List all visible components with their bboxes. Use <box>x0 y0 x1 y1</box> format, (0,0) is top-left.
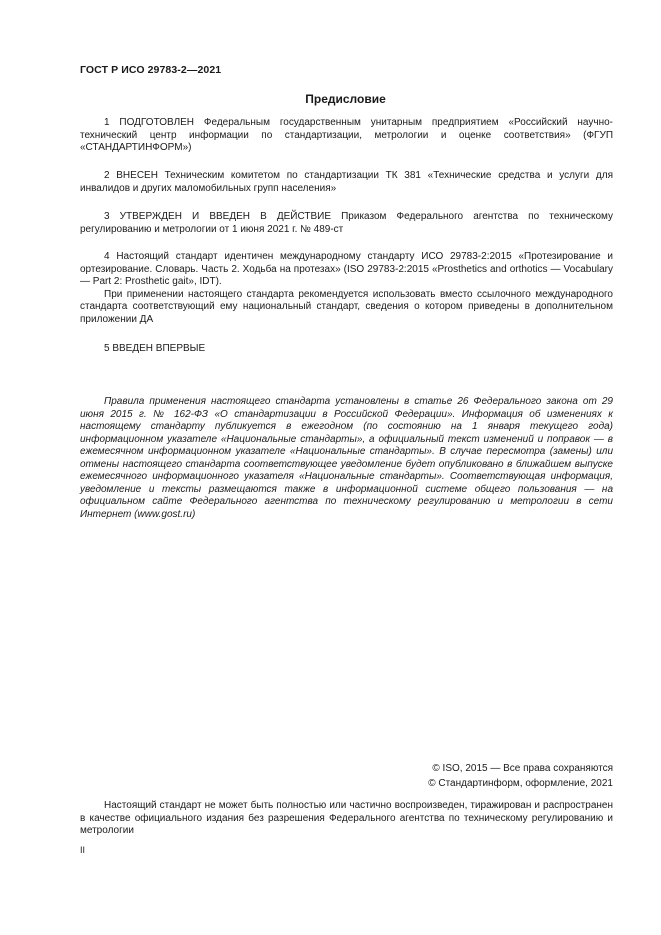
notice-text: Правила применения настоящего стандарта установлены в статье 26 Федерального закона от 29 июня 2015 г. № 162-ФЗ «О стандартизации в Российской Федерации». Информация об изменениях к настоящему стандарту публикуется в ежегодном (по состоянию на 1 января текущего года) информационном указателе «Национальные стандарты», а официальный текст изменений и поправок — в ежемесячном информационном указателе «Национальные стандарты». В случае пересмотра (замены) или отмены настоящего стандарта соответствующее уведомление будет опубликовано в ближайшем выпуске ежемесячного информационного указателя «Национальные стандарты». Соответствующая информация, уведомление и тексты размещаются также в информационной системе общего пользования — на официальном сайте Федерального агентства по техническому регулированию и метрологии в сети Интернет (www.gost.ru) <box>80 396 613 520</box>
standard-code: ГОСТ Р ИСО 29783-2—2021 <box>80 64 222 76</box>
paragraph-first-introduced <box>80 343 613 356</box>
paragraph-text: При применении настоящего стандарта рекомендуется использовать вместо ссылочного международного стандарта соответствующий ему национальный стандарт, сведения о котором приведены в дополнительном приложении ДА <box>80 288 613 325</box>
copyright-iso: © ISO, 2015 — Все права сохраняются <box>432 763 613 774</box>
reproduction-text: Настоящий стандарт не может быть полностью или частично воспроизведен, тиражирован и распространен в качестве официального издания без разрешения Федерального агентства по техническому регулированию и метрологии <box>80 800 613 836</box>
paragraph-introduced <box>80 170 613 195</box>
paragraph-text: 1 ПОДГОТОВЛЕН Федеральным государственным унитарным предприятием «Российский научно-технический центр информации по стандартизации, метрологии и оценке соответствия» (ФГУП «СТАНДАРТИНФОРМ») <box>80 117 613 153</box>
copyright-publisher: © Стандартинформ, оформление, 2021 <box>428 778 613 789</box>
copyright-block <box>428 761 613 791</box>
paragraph-identical <box>80 251 613 326</box>
paragraph-prepared <box>80 117 613 155</box>
paragraph-approved <box>80 211 613 236</box>
page-number: II <box>80 845 86 855</box>
paragraph-text: 5 ВВЕДЕН ВПЕРВЫЕ <box>104 343 206 354</box>
reproduction-notice <box>80 800 613 838</box>
paragraph-text: 2 ВНЕСЕН Техническим комитетом по стандартизации ТК 381 «Технические средства и услуги для инвалидов и других маломобильных групп населения» <box>80 170 613 194</box>
paragraph-text: 3 УТВЕРЖДЕН И ВВЕДЕН В ДЕЙСТВИЕ Приказом Федерального агентства по техническому регулированию и метрологии от 1 июня 2021 г. № 489-ст <box>80 211 613 235</box>
paragraph-text: 4 Настоящий стандарт идентичен международному стандарту ИСО 29783-2:2015 «Протезирование и ортезирование. Словарь. Часть 2. Ходьба на протезах» (ISO 29783-2:2015 «Prosthetics and orthotics — Vocabulary — Part 2: Prosthetic gait», IDT). <box>80 251 613 287</box>
page-title: Предисловие <box>305 92 386 106</box>
application-rules-notice <box>80 396 613 521</box>
